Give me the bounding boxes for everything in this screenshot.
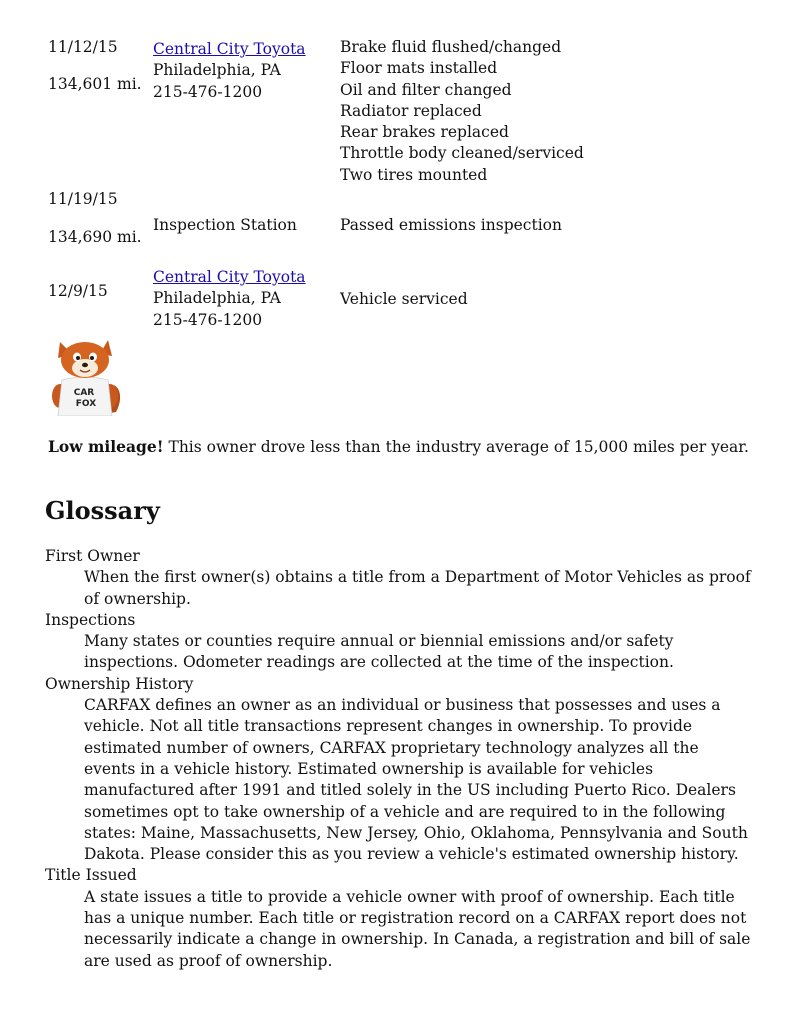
low-mileage-note [48, 436, 749, 458]
low-mileage-text: This owner drove less than the industry average of 15,000 miles per year. [163, 438, 749, 456]
record-comments [340, 37, 760, 186]
dealer-phone: 215-476-1200 [153, 82, 263, 101]
comment-line: Brake fluid flushed/changed [340, 38, 562, 56]
glossary-term: First Owner [45, 547, 140, 565]
glossary-list [45, 546, 755, 972]
comment-line: Passed emissions inspection [340, 216, 562, 234]
record-date: 11/12/15 [48, 38, 118, 56]
low-mileage-label: Low mileage! [48, 437, 164, 456]
record-comments [340, 289, 760, 310]
record-date-column [48, 189, 148, 210]
record-source [153, 39, 333, 103]
record-mileage: 134,601 mi. [48, 75, 142, 93]
comment-line: Oil and filter changed [340, 80, 512, 99]
inspection-source: Inspection Station [153, 216, 297, 234]
comment-line: Floor mats installed [340, 59, 498, 78]
fox-pupil-right [90, 356, 94, 360]
glossary-definition: Many states or counties require annual or biennial emissions and/or safety inspections. Odometer readings are collected at the time of the inspection. [84, 632, 674, 672]
glossary-term: Title Issued [45, 866, 137, 885]
record-mileage: 134,690 mi. [48, 228, 142, 246]
record-mileage-column [48, 227, 148, 248]
glossary-definition: When the first owner(s) obtains a title from a Department of Motor Vehicles as proof of ownership. [84, 568, 751, 608]
record-date: 12/9/15 [48, 282, 108, 300]
record-mileage-column [48, 74, 148, 95]
record-comments [340, 215, 760, 236]
comment-line: Two tires mounted [340, 165, 488, 184]
glossary-title: Glossary [45, 496, 160, 525]
dealer-link[interactable]: Central City Toyota [153, 268, 306, 286]
comment-line: Radiator replaced [340, 101, 482, 120]
shirt-text-line1: CAR [73, 388, 95, 398]
dealer-link[interactable]: Central City Toyota [153, 40, 306, 58]
glossary-definition: CARFAX defines an owner as an individual or business that possesses and uses a vehicle. Not all title transactions represent changes in ownership. To provide estimated number of owners, CARFAX proprietary technology analyzes all the events in a vehicle history. Estimated ownership is available for vehicles manufactured after 1991 and titled solely in the US including Puerto Rico. Dealers sometimes opt to take ownership of a vehicle and are required to in the following states: Maine, Massachusetts, New Jersey, Ohio, Oklahoma, Pennsylvania and South Dakota. Please consider this as you review a vehicle's estimated ownership history. [84, 696, 748, 864]
dealer-location: Philadelphia, PA [153, 61, 281, 80]
record-date: 11/19/15 [48, 190, 118, 208]
glossary-term: Inspections [45, 610, 136, 629]
record-date-column [48, 281, 148, 302]
comment-line: Vehicle serviced [340, 290, 468, 308]
glossary-term: Ownership History [45, 674, 194, 693]
dealer-location: Philadelphia, PA [153, 289, 281, 308]
shirt-text-line2: FOX [75, 399, 97, 409]
record-date-column [48, 37, 148, 58]
record-source [153, 267, 333, 331]
dealer-phone: 215-476-1200 [153, 310, 263, 329]
fox-muzzle [72, 359, 98, 377]
carfox-mascot-icon [48, 336, 124, 416]
glossary-definition: A state issues a title to provide a vehicle owner with proof of ownership. Each title has a unique number. Each title or registration record on a CARFAX report does not necessarily indicate a change in ownership. In Canada, a registration and bill of sale are used as proof of ownership. [84, 887, 751, 970]
fox-pupil-left [76, 356, 80, 360]
fox-nose [82, 363, 88, 367]
record-source [153, 215, 333, 236]
comment-line: Throttle body cleaned/serviced [340, 144, 584, 163]
comment-line: Rear brakes replaced [340, 123, 509, 142]
